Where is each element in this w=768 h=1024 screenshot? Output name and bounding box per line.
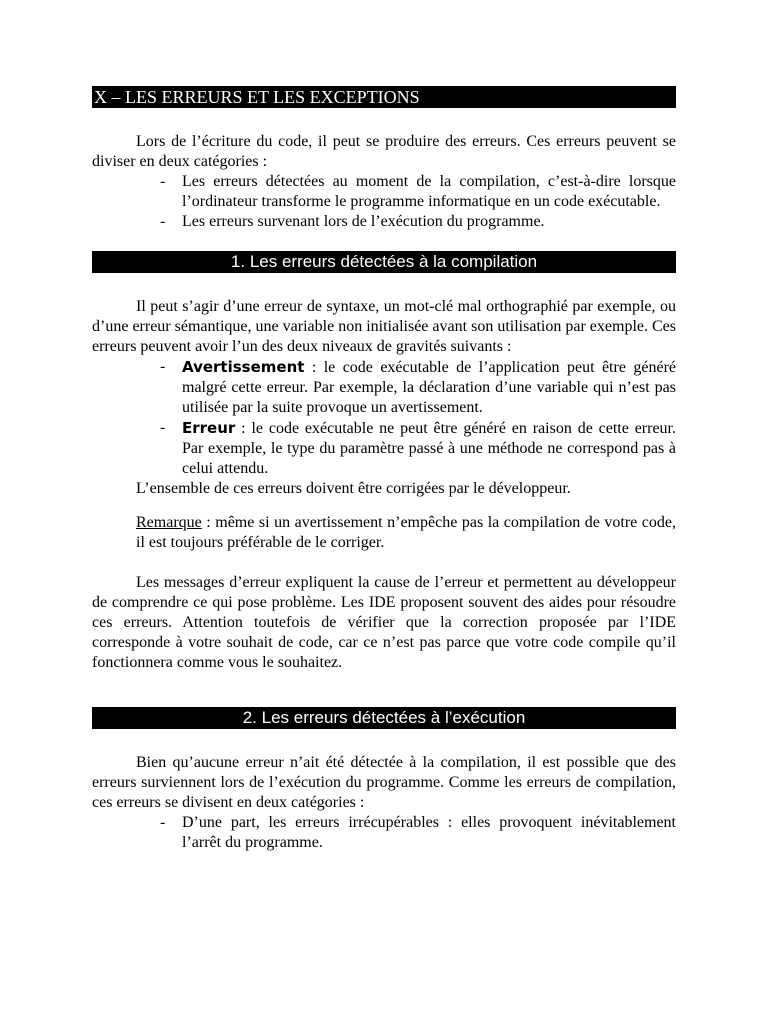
list-item: - Les erreurs détectées au moment de la compilation, c’est-à-dire lorsque l’ordinateur transforme le programme informatique en un code exécutable.: [182, 172, 676, 212]
section-1-paragraph-1: Il peut s’agir d’une erreur de syntaxe, un mot-clé mal orthographié par exemple, ou d’une erreur sémantique, une variable non initialisée avant son utilisation par exemple. Ces erreurs peuvent avoir l’un des deux niveaux de gravités suivants :: [92, 298, 676, 355]
section-1-number: 1: [230, 252, 241, 271]
section-2-title-text: . Les erreurs détectées à l’exécution: [252, 708, 526, 727]
section-2-paragraph-1: Bien qu’aucune erreur n’ait été détectée à la compilation, il est possible que des erreurs surviennent lors de l’exécution du programme. Comme les erreurs de compilation, ces erreurs se divisent en deux catégories :: [92, 754, 676, 811]
runtime-error-list: [92, 813, 676, 853]
error-term: Erreur: [182, 419, 236, 437]
list-item: - D’une part, les erreurs irrécupérables : elles provoquent inévitablement l’arrêt du programme.: [182, 813, 676, 853]
section-1-conclusion: L’ensemble de ces erreurs doivent être corrigées par le développeur.: [136, 480, 571, 497]
remark-text: : même si un avertissement n’empêche pas la compilation de votre code, il est toujours préférable de le corriger.: [136, 514, 676, 551]
intro-paragraph: Lors de l’écriture du code, il peut se produire des erreurs. Ces erreurs peuvent se diviser en deux catégories :: [92, 133, 676, 170]
intro-list: [92, 172, 676, 232]
section-2-title: [92, 707, 676, 729]
severity-list: [92, 357, 676, 479]
warning-term: Avertissement: [182, 358, 305, 376]
list-item: [182, 357, 676, 418]
section-2-number: 2: [242, 708, 253, 727]
document-page: [92, 86, 676, 853]
remark-paragraph: [92, 513, 676, 553]
section-1-title-text: . Les erreurs détectées à la compilation: [240, 252, 538, 271]
remark-label: Remarque: [136, 514, 202, 531]
section-1-paragraph-2: Les messages d’erreur expliquent la cause de l’erreur et permettent au développeur de comprendre ce qui pose problème. Les IDE proposent souvent des aides pour résoudre ces erreurs. Attention toutefois de vérifier que la correction proposée par l’IDE corresponde à votre souhait de code, car ce n’est pas parce que votre code compile qu’il fonctionnera comme vous le souhaitez.: [92, 574, 676, 671]
list-item: [182, 418, 676, 479]
list-item: - Les erreurs survenant lors de l’exécution du programme.: [182, 212, 676, 232]
chapter-title: X – LES ERREURS ET LES EXCEPTIONS: [92, 86, 676, 108]
error-description: : le code exécutable ne peut être généré en raison de cette erreur. Par exemple, le type du paramètre passé à une méthode ne correspond pas à celui attendu.: [182, 420, 676, 477]
warning-description: : le code exécutable de l’application peut être généré malgré cette erreur. Par exemple, la déclaration d’une variable qui n’est pas utilisée par la suite provoque un avertissement.: [182, 359, 676, 416]
section-1-title: [92, 251, 676, 273]
